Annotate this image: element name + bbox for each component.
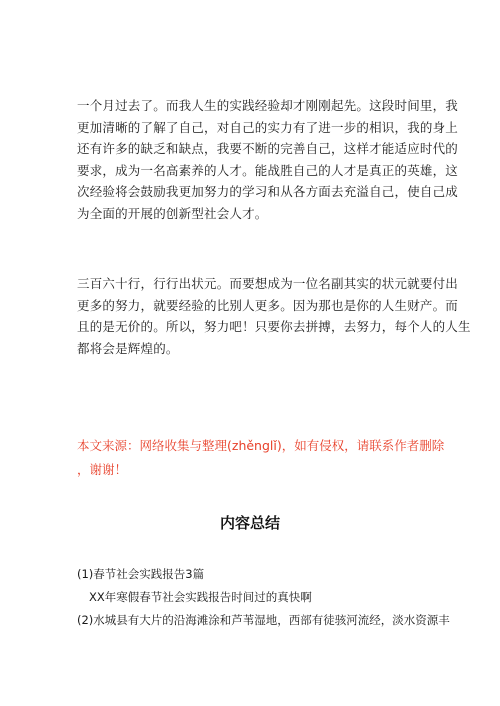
paragraph-line: 且的是无价的。所以，努力吧！只要你去拼搏，去努力，每个人的人生 [77,319,471,334]
paragraph-line: 一个月过去了。而我人生的实践经验却才刚刚起先。这段时间里，我 [77,98,459,113]
paragraph-line: 更加清晰的了解了自己，对自己的实力有了进一步的相识，我的身上 [77,119,459,135]
paragraph-line: 还有许多的缺乏和缺点，我要不断的完善自己，这样才能适应时代的 [77,141,459,156]
summary-item: (1)春节社会实践报告3篇 [77,567,205,581]
summary-title: 内容总结 [219,514,280,532]
paragraph-line: 都将会是辉煌的。 [77,340,179,356]
paragraph-line: 三百六十行，行行出状元。而要想成为一位名副其实的状元就要付出 [77,276,459,291]
summary-item: XX年寒假春节社会实践报告时间过的真快啊 [89,590,312,604]
source-notice-line: ，谢谢！ [77,462,128,477]
source-notice-line: 本文来源：网络收集与整理(zhěnglǐ)，如有侵权，请联系作者删除 [77,438,445,453]
body-paragraph-1 [77,95,459,224]
summary-item: (2)水城县有大片的沿海滩涂和芦苇湿地，西部有徒骇河流经，淡水资源丰 [77,613,450,627]
source-notice [77,434,445,482]
summary-list [77,563,450,632]
paragraph-line: 要求，成为一名高素养的人才。能战胜自己的人才是真正的英雄，这 [77,162,459,178]
body-paragraph-2 [77,273,471,359]
paragraph-line: 更多的努力，就要经验的比别人更多。因为那也是你的人生财产。而 [77,297,459,313]
paragraph-line: 为全面的开展的创新型社会人才。 [77,205,268,221]
paragraph-line: 次经验将会鼓励我更加努力的学习和从各方面去充溢自己，使自己成 [77,184,459,199]
